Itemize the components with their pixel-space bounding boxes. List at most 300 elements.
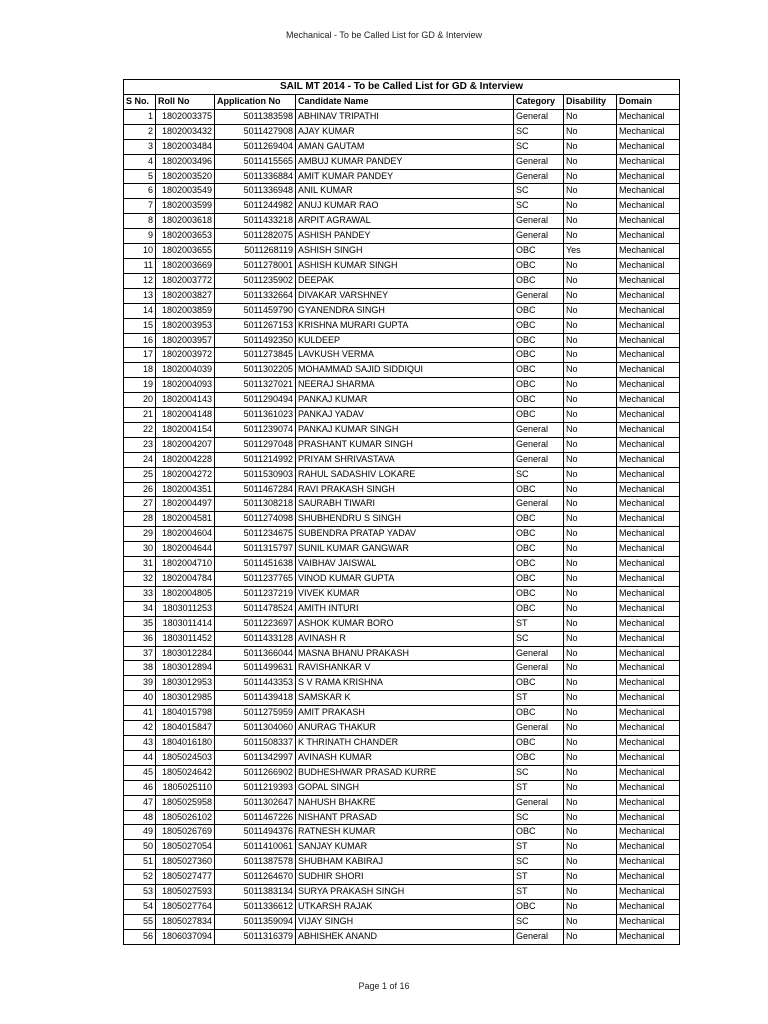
cell-category: General [514,646,564,661]
cell-sno: 42 [124,721,156,736]
cell-application-no: 5011268119 [215,244,296,259]
cell-sno: 26 [124,482,156,497]
cell-candidate-name: VAIBHAV JAISWAL [296,557,514,572]
cell-sno: 9 [124,229,156,244]
cell-candidate-name: SANJAY KUMAR [296,840,514,855]
cell-category: OBC [514,735,564,750]
cell-sno: 40 [124,691,156,706]
table-row [124,408,680,423]
cell-sno: 39 [124,676,156,691]
cell-category: OBC [514,378,564,393]
cell-application-no: 5011494376 [215,825,296,840]
cell-roll-no: 1805027054 [156,840,215,855]
cell-application-no: 5011273845 [215,348,296,363]
cell-domain: Mechanical [617,557,680,572]
cell-domain: Mechanical [617,601,680,616]
table-row [124,885,680,900]
cell-roll-no: 1805024503 [156,750,215,765]
table-row [124,348,680,363]
cell-application-no: 5011274098 [215,512,296,527]
table-row [124,899,680,914]
cell-category: OBC [514,273,564,288]
column-header-sno: S No. [124,95,156,110]
cell-candidate-name: RATNESH KUMAR [296,825,514,840]
table-row [124,870,680,885]
table-row [124,318,680,333]
cell-roll-no: 1803011452 [156,631,215,646]
table-row [124,676,680,691]
cell-sno: 35 [124,616,156,631]
table-row [124,929,680,944]
cell-domain: Mechanical [617,244,680,259]
cell-disability: No [564,363,617,378]
cell-roll-no: 1805025110 [156,780,215,795]
cell-candidate-name: RAVISHANKAR V [296,661,514,676]
cell-application-no: 5011361023 [215,408,296,423]
cell-candidate-name: SHUBHENDRU S SINGH [296,512,514,527]
cell-disability: No [564,109,617,124]
table-row [124,572,680,587]
cell-candidate-name: ASHISH KUMAR SINGH [296,258,514,273]
cell-disability: No [564,780,617,795]
cell-candidate-name: AMIT KUMAR PANDEY [296,169,514,184]
cell-category: General [514,452,564,467]
cell-roll-no: 1805026769 [156,825,215,840]
cell-category: OBC [514,318,564,333]
cell-disability: No [564,572,617,587]
cell-application-no: 5011467226 [215,810,296,825]
cell-domain: Mechanical [617,393,680,408]
cell-category: General [514,169,564,184]
cell-sno: 2 [124,124,156,139]
cell-disability: No [564,303,617,318]
cell-candidate-name: AMBUJ KUMAR PANDEY [296,154,514,169]
cell-domain: Mechanical [617,899,680,914]
cell-disability: No [564,586,617,601]
cell-candidate-name: PANKAJ KUMAR [296,393,514,408]
cell-sno: 6 [124,184,156,199]
cell-candidate-name: DEEPAK [296,273,514,288]
cell-domain: Mechanical [617,437,680,452]
cell-candidate-name: GYANENDRA SINGH [296,303,514,318]
cell-disability: No [564,214,617,229]
cell-category: General [514,497,564,512]
cell-candidate-name: AMAN GAUTAM [296,139,514,154]
table-row [124,109,680,124]
cell-sno: 34 [124,601,156,616]
cell-roll-no: 1805025958 [156,795,215,810]
cell-disability: No [564,676,617,691]
cell-category: ST [514,870,564,885]
cell-candidate-name: AMIT PRAKASH [296,706,514,721]
cell-disability: No [564,169,617,184]
table-row [124,691,680,706]
cell-disability: No [564,288,617,303]
cell-domain: Mechanical [617,646,680,661]
cell-domain: Mechanical [617,363,680,378]
cell-sno: 20 [124,393,156,408]
column-header-application-no: Application No [215,95,296,110]
cell-roll-no: 1803011414 [156,616,215,631]
cell-domain: Mechanical [617,706,680,721]
cell-application-no: 5011290494 [215,393,296,408]
cell-disability: No [564,482,617,497]
table-row [124,169,680,184]
cell-application-no: 5011366044 [215,646,296,661]
cell-roll-no: 1802003653 [156,229,215,244]
cell-domain: Mechanical [617,914,680,929]
cell-roll-no: 1802004497 [156,497,215,512]
cell-application-no: 5011304060 [215,721,296,736]
cell-application-no: 5011383598 [215,109,296,124]
cell-domain: Mechanical [617,273,680,288]
cell-domain: Mechanical [617,214,680,229]
table-row [124,199,680,214]
cell-candidate-name: NEERAJ SHARMA [296,378,514,393]
table-row [124,437,680,452]
cell-category: General [514,214,564,229]
cell-application-no: 5011332664 [215,288,296,303]
cell-category: ST [514,840,564,855]
cell-domain: Mechanical [617,661,680,676]
cell-disability: No [564,706,617,721]
cell-disability: No [564,542,617,557]
cell-sno: 3 [124,139,156,154]
cell-domain: Mechanical [617,422,680,437]
cell-domain: Mechanical [617,258,680,273]
cell-category: General [514,795,564,810]
cell-disability: No [564,258,617,273]
cell-disability: No [564,154,617,169]
table-row [124,825,680,840]
cell-candidate-name: AVINASH KUMAR [296,750,514,765]
cell-category: OBC [514,258,564,273]
table-row [124,661,680,676]
cell-roll-no: 1802004039 [156,363,215,378]
cell-application-no: 5011278001 [215,258,296,273]
table-row [124,139,680,154]
cell-sno: 51 [124,855,156,870]
cell-sno: 22 [124,422,156,437]
cell-candidate-name: ABHINAV TRIPATHI [296,109,514,124]
cell-domain: Mechanical [617,721,680,736]
cell-candidate-name: PANKAJ KUMAR SINGH [296,422,514,437]
cell-sno: 13 [124,288,156,303]
cell-category: SC [514,199,564,214]
cell-sno: 10 [124,244,156,259]
cell-domain: Mechanical [617,497,680,512]
cell-application-no: 5011443353 [215,676,296,691]
table-row [124,557,680,572]
cell-roll-no: 1802004154 [156,422,215,437]
page-footer: Page 1 of 16 [358,981,410,991]
cell-application-no: 5011302647 [215,795,296,810]
cell-roll-no: 1802003827 [156,288,215,303]
cell-disability: No [564,840,617,855]
cell-application-no: 5011427908 [215,124,296,139]
cell-application-no: 5011467284 [215,482,296,497]
table-row [124,422,680,437]
cell-category: ST [514,780,564,795]
cell-roll-no: 1803012894 [156,661,215,676]
table-title: SAIL MT 2014 - To be Called List for GD & Interview [124,80,680,95]
cell-category: OBC [514,527,564,542]
cell-disability: No [564,735,617,750]
cell-sno: 31 [124,557,156,572]
table-row [124,631,680,646]
cell-candidate-name: SAMSKAR K [296,691,514,706]
cell-category: SC [514,184,564,199]
cell-domain: Mechanical [617,780,680,795]
cell-domain: Mechanical [617,616,680,631]
cell-sno: 49 [124,825,156,840]
table-row [124,721,680,736]
cell-sno: 55 [124,914,156,929]
table-row [124,527,680,542]
cell-candidate-name: PRIYAM SHRIVASTAVA [296,452,514,467]
cell-category: OBC [514,676,564,691]
cell-candidate-name: SUBENDRA PRATAP YADAV [296,527,514,542]
table-row [124,154,680,169]
table-row [124,467,680,482]
cell-roll-no: 1805027477 [156,870,215,885]
cell-category: General [514,288,564,303]
cell-domain: Mechanical [617,467,680,482]
cell-disability: No [564,929,617,944]
cell-sno: 37 [124,646,156,661]
cell-sno: 54 [124,899,156,914]
cell-application-no: 5011237219 [215,586,296,601]
cell-category: OBC [514,363,564,378]
cell-category: OBC [514,333,564,348]
cell-candidate-name: ARPIT AGRAWAL [296,214,514,229]
cell-sno: 32 [124,572,156,587]
cell-domain: Mechanical [617,109,680,124]
cell-roll-no: 1802004710 [156,557,215,572]
cell-category: OBC [514,601,564,616]
cell-application-no: 5011415565 [215,154,296,169]
cell-disability: No [564,557,617,572]
cell-application-no: 5011297048 [215,437,296,452]
cell-application-no: 5011315797 [215,542,296,557]
cell-disability: No [564,512,617,527]
cell-sno: 7 [124,199,156,214]
cell-category: General [514,721,564,736]
cell-application-no: 5011499631 [215,661,296,676]
cell-candidate-name: PANKAJ YADAV [296,408,514,423]
cell-domain: Mechanical [617,631,680,646]
cell-disability: No [564,139,617,154]
cell-candidate-name: RAHUL SADASHIV LOKARE [296,467,514,482]
cell-domain: Mechanical [617,378,680,393]
cell-disability: No [564,452,617,467]
cell-disability: No [564,631,617,646]
cell-disability: Yes [564,244,617,259]
cell-roll-no: 1805026102 [156,810,215,825]
cell-domain: Mechanical [617,452,680,467]
cell-candidate-name: SAURABH TIWARI [296,497,514,512]
page-header: Mechanical - To be Called List for GD & Interview [286,30,482,40]
cell-domain: Mechanical [617,288,680,303]
cell-domain: Mechanical [617,795,680,810]
column-header-disability: Disability [564,95,617,110]
cell-category: SC [514,139,564,154]
table-row [124,393,680,408]
table-row [124,229,680,244]
cell-application-no: 5011478524 [215,601,296,616]
table-row [124,750,680,765]
table-row [124,914,680,929]
cell-application-no: 5011327021 [215,378,296,393]
cell-application-no: 5011214992 [215,452,296,467]
cell-sno: 18 [124,363,156,378]
table-row [124,646,680,661]
cell-roll-no: 1803011253 [156,601,215,616]
cell-sno: 56 [124,929,156,944]
cell-disability: No [564,318,617,333]
cell-sno: 43 [124,735,156,750]
table-row [124,542,680,557]
cell-category: OBC [514,542,564,557]
table-row [124,840,680,855]
table-row [124,735,680,750]
cell-disability: No [564,378,617,393]
cell-application-no: 5011433128 [215,631,296,646]
cell-category: OBC [514,348,564,363]
cell-category: General [514,661,564,676]
cell-sno: 15 [124,318,156,333]
cell-application-no: 5011451638 [215,557,296,572]
cell-sno: 5 [124,169,156,184]
cell-application-no: 5011244982 [215,199,296,214]
table-row [124,452,680,467]
cell-roll-no: 1806037094 [156,929,215,944]
cell-category: General [514,109,564,124]
cell-domain: Mechanical [617,840,680,855]
cell-roll-no: 1802004351 [156,482,215,497]
cell-application-no: 5011267153 [215,318,296,333]
cell-roll-no: 1804015798 [156,706,215,721]
cell-category: ST [514,885,564,900]
cell-domain: Mechanical [617,929,680,944]
cell-application-no: 5011359094 [215,914,296,929]
cell-disability: No [564,393,617,408]
cell-disability: No [564,885,617,900]
cell-domain: Mechanical [617,527,680,542]
cell-sno: 29 [124,527,156,542]
cell-category: General [514,154,564,169]
cell-sno: 45 [124,765,156,780]
table-body [124,109,680,944]
cell-application-no: 5011410061 [215,840,296,855]
table-row [124,184,680,199]
cell-disability: No [564,914,617,929]
cell-application-no: 5011266902 [215,765,296,780]
cell-disability: No [564,870,617,885]
cell-category: SC [514,631,564,646]
cell-candidate-name: RAVI PRAKASH SINGH [296,482,514,497]
cell-disability: No [564,467,617,482]
cell-application-no: 5011336612 [215,899,296,914]
cell-category: SC [514,914,564,929]
table-title-row [124,80,680,95]
cell-application-no: 5011237765 [215,572,296,587]
cell-sno: 33 [124,586,156,601]
cell-disability: No [564,899,617,914]
cell-candidate-name: KRISHNA MURARI GUPTA [296,318,514,333]
cell-category: ST [514,616,564,631]
cell-disability: No [564,750,617,765]
cell-application-no: 5011239074 [215,422,296,437]
cell-domain: Mechanical [617,572,680,587]
cell-sno: 47 [124,795,156,810]
cell-sno: 30 [124,542,156,557]
table-row [124,378,680,393]
cell-domain: Mechanical [617,124,680,139]
cell-sno: 46 [124,780,156,795]
cell-candidate-name: K THRINATH CHANDER [296,735,514,750]
table-row [124,586,680,601]
cell-sno: 1 [124,109,156,124]
cell-roll-no: 1805027593 [156,885,215,900]
cell-disability: No [564,527,617,542]
cell-application-no: 5011302205 [215,363,296,378]
cell-roll-no: 1802003432 [156,124,215,139]
cell-sno: 48 [124,810,156,825]
cell-roll-no: 1802004207 [156,437,215,452]
cell-candidate-name: NISHANT PRASAD [296,810,514,825]
cell-domain: Mechanical [617,750,680,765]
table-row [124,244,680,259]
cell-roll-no: 1802003953 [156,318,215,333]
column-header-domain: Domain [617,95,680,110]
cell-roll-no: 1802004093 [156,378,215,393]
cell-disability: No [564,721,617,736]
cell-candidate-name: SURYA PRAKASH SINGH [296,885,514,900]
cell-candidate-name: ABHISHEK ANAND [296,929,514,944]
table-row [124,258,680,273]
cell-sno: 19 [124,378,156,393]
cell-sno: 38 [124,661,156,676]
cell-sno: 8 [124,214,156,229]
cell-category: OBC [514,303,564,318]
cell-application-no: 5011275959 [215,706,296,721]
cell-category: ST [514,691,564,706]
cell-category: SC [514,765,564,780]
table-row [124,363,680,378]
table-row [124,780,680,795]
cell-disability: No [564,795,617,810]
cell-sno: 25 [124,467,156,482]
cell-sno: 41 [124,706,156,721]
cell-roll-no: 1802003859 [156,303,215,318]
cell-roll-no: 1802004581 [156,512,215,527]
cell-candidate-name: PRASHANT KUMAR SINGH [296,437,514,452]
cell-domain: Mechanical [617,765,680,780]
cell-application-no: 5011530903 [215,467,296,482]
cell-disability: No [564,184,617,199]
cell-roll-no: 1802003618 [156,214,215,229]
cell-sno: 53 [124,885,156,900]
cell-category: SC [514,467,564,482]
cell-sno: 12 [124,273,156,288]
cell-roll-no: 1803012985 [156,691,215,706]
table-row [124,855,680,870]
cell-candidate-name: ANUJ KUMAR RAO [296,199,514,214]
cell-roll-no: 1802003655 [156,244,215,259]
cell-disability: No [564,333,617,348]
cell-roll-no: 1805027834 [156,914,215,929]
